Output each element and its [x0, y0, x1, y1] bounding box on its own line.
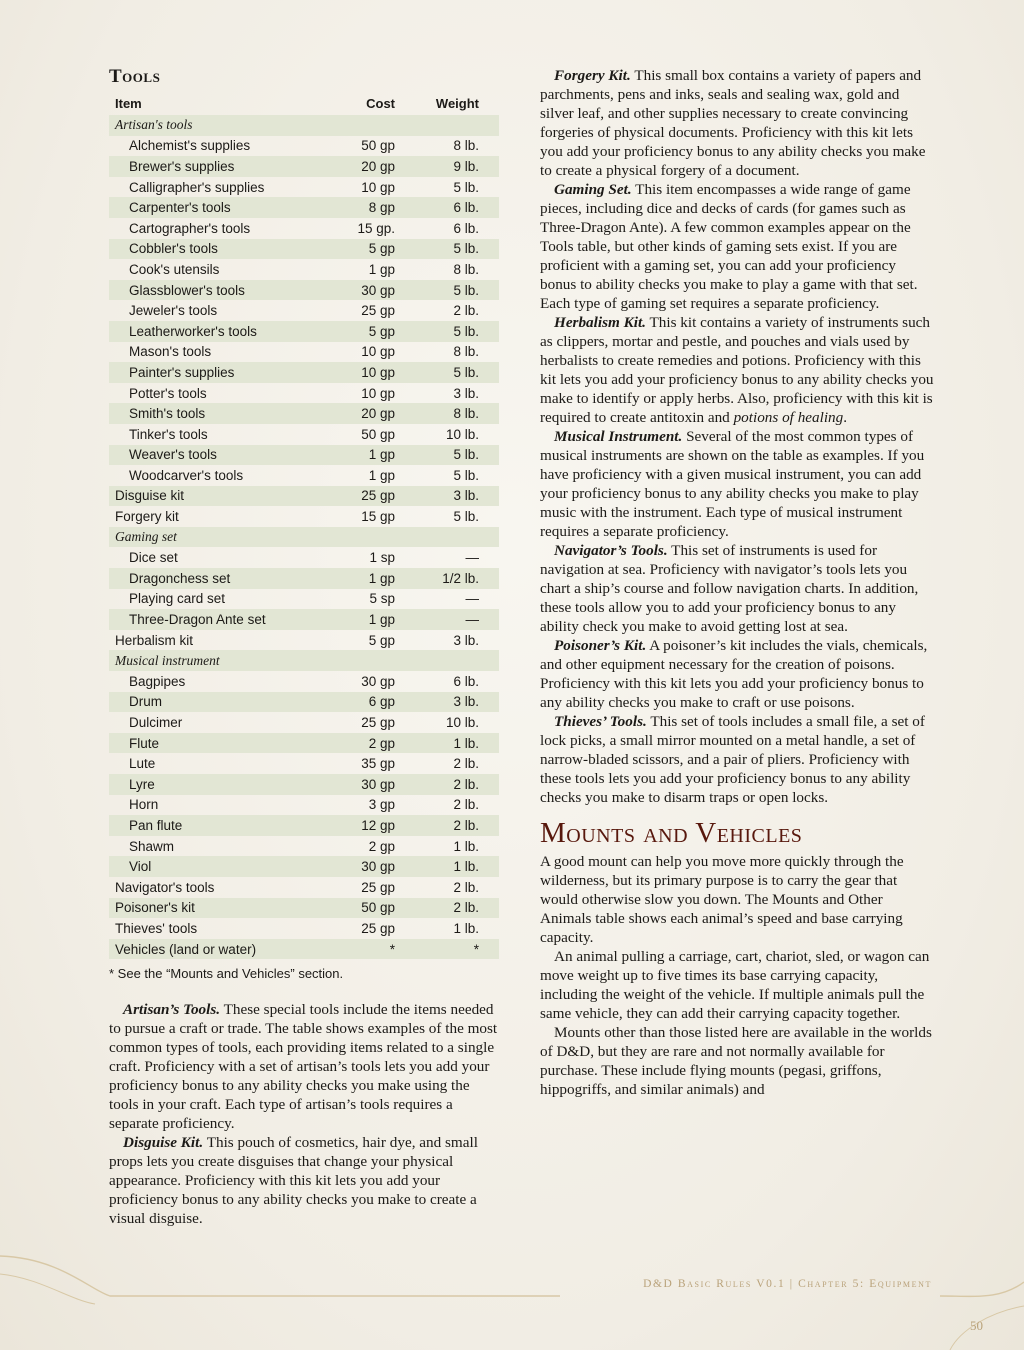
- weight-cell: 1 lb.: [401, 856, 499, 877]
- paragraph: [540, 313, 935, 427]
- cost-cell: [319, 650, 401, 671]
- table-row: [109, 465, 499, 486]
- cost-cell: 25 gp: [361, 715, 395, 731]
- weight-cell: *: [401, 939, 499, 960]
- cost-cell: 25 gp: [361, 303, 395, 319]
- table-row: [109, 692, 499, 713]
- item-cell: Horn: [129, 797, 159, 813]
- table-row: [109, 671, 499, 692]
- paragraph-lead: Poisoner’s Kit.: [554, 637, 647, 654]
- header-item: Item: [115, 96, 142, 111]
- table-row: [109, 939, 499, 960]
- paragraph: [540, 180, 935, 313]
- paragraph-lead: Musical Instrument.: [554, 428, 683, 445]
- table-row: [109, 136, 499, 157]
- mounts-body-text: [540, 852, 935, 1099]
- item-cell: Woodcarver's tools: [129, 467, 244, 483]
- weight-cell: 1 lb.: [453, 838, 479, 854]
- weight-cell: 3 lb.: [401, 692, 499, 713]
- cost-cell: *: [319, 939, 401, 960]
- table-row: [109, 877, 499, 898]
- item-cell: Poisoner's kit: [109, 898, 319, 919]
- item-cell: Mason's tools: [129, 344, 212, 360]
- cost-cell: 1 gp: [368, 467, 395, 483]
- right-column: [540, 66, 935, 1099]
- weight-cell: 2 lb.: [453, 879, 479, 895]
- item-cell: Weaver's tools: [109, 445, 319, 466]
- table-row: [109, 115, 499, 136]
- paragraph-text: This item encompasses a wide range of game pieces, including dice and decks of cards (for games such as Three-Dragon Ante). A few common examples appear on the Tools table, but other kinds of gaming sets exist. If you are proficient with a gaming set, you can add your proficiency bonus to ability checks you make to play a game with that set. Each type of gaming set requires a separate proficiency.: [540, 181, 918, 312]
- paragraph-text: This pouch of cosmetics, hair dye, and small props lets you create disguises that change your physical appearance. Proficiency with this kit lets you add your proficiency bonus to any ability checks you make to create a visual disguise.: [109, 1134, 478, 1228]
- paragraph-lead: Artisan’s Tools.: [123, 1001, 221, 1019]
- item-cell: Three-Dragon Ante set: [109, 609, 319, 630]
- cost-cell: 8 gp: [319, 197, 401, 218]
- item-cell: Thieves' tools: [115, 920, 198, 936]
- weight-cell: 9 lb.: [401, 156, 499, 177]
- weight-cell: 8 lb.: [453, 261, 479, 277]
- paragraph-italic: potions of healing: [733, 409, 844, 426]
- item-cell: Potter's tools: [129, 385, 207, 401]
- item-cell: Artisan's tools: [109, 115, 319, 136]
- table-row: [109, 774, 499, 795]
- item-cell: Jeweler's tools: [129, 303, 218, 319]
- table-row: [109, 486, 499, 507]
- paragraph: [109, 1000, 501, 1133]
- cost-cell: 1 gp: [368, 261, 395, 277]
- item-cell: Musical instrument: [109, 650, 319, 671]
- item-cell: Forgery kit: [115, 509, 179, 525]
- item-cell: Herbalism kit: [115, 632, 194, 648]
- table-footnote: * See the “Mounts and Vehicles” section.: [109, 966, 344, 982]
- weight-cell: 5 lb.: [401, 321, 499, 342]
- weight-cell: [401, 527, 499, 548]
- item-cell: Brewer's supplies: [109, 156, 319, 177]
- table-row: [109, 815, 499, 836]
- cost-cell: 1 sp: [369, 550, 395, 566]
- item-cell: Tinker's tools: [129, 426, 208, 442]
- table-title: Tools: [109, 66, 161, 87]
- table-row: [109, 856, 499, 877]
- cost-cell: 25 gp: [361, 879, 395, 895]
- item-cell: Drum: [109, 692, 319, 713]
- cost-cell: 1 gp: [319, 445, 401, 466]
- weight-cell: 5 lb.: [453, 179, 479, 195]
- paragraph: [540, 541, 935, 636]
- paragraph-text: Several of the most common types of musical instruments are shown on the table as examples. If you have proficiency with a given musical instrument, you can add your proficiency bonus to any ability checks you make to play music with the instrument. Each type of musical instrument requires a separate proficiency.: [540, 428, 925, 540]
- cost-cell: 20 gp: [319, 156, 401, 177]
- table-row: [109, 280, 499, 301]
- paragraph: An animal pulling a carriage, cart, chariot, sled, or wagon can move weight up to five times its base carrying capacity, including the weight of the vehicle. If multiple animals pull the same vehicle, they can add their carrying capacity together.: [540, 948, 930, 1022]
- cost-cell: 30 gp: [319, 774, 401, 795]
- paragraph-lead: Gaming Set.: [554, 181, 632, 198]
- item-cell: Flute: [109, 733, 319, 754]
- item-cell: Bagpipes: [129, 673, 186, 689]
- table-row: [109, 918, 499, 939]
- paragraph: [540, 712, 935, 807]
- item-cell: Dice set: [129, 550, 178, 566]
- table-row: [109, 362, 499, 383]
- cost-cell: 50 gp: [361, 426, 395, 442]
- table-row: [109, 506, 499, 527]
- weight-cell: 6 lb.: [401, 197, 499, 218]
- weight-cell: 8 lb.: [453, 138, 479, 154]
- table-row: [109, 424, 499, 445]
- cost-cell: [319, 527, 401, 548]
- weight-cell: —: [465, 550, 479, 566]
- tools-table-body: [109, 115, 499, 959]
- weight-cell: 2 lb.: [453, 756, 479, 772]
- paragraph-text: A poisoner’s kit includes the vials, chemicals, and other equipment necessary for the creation of poisons. Proficiency with this kit lets you add your proficiency bonus to any ability checks you make to craft or use poisons.: [540, 637, 928, 711]
- cost-cell: 30 gp: [319, 856, 401, 877]
- item-cell: Glassblower's tools: [109, 280, 319, 301]
- weight-cell: 3 lb.: [401, 486, 499, 507]
- item-cell: Cobbler's tools: [109, 239, 319, 260]
- table-row: [109, 527, 499, 548]
- cost-cell: 6 gp: [319, 692, 401, 713]
- weight-cell: 6 lb.: [453, 673, 479, 689]
- cost-cell: 12 gp: [319, 815, 401, 836]
- cost-cell: 2 gp: [319, 733, 401, 754]
- paragraph-text: This kit contains a variety of instruments such as clippers, mortar and pestle, and pouches and vials used by herbalists to create remedies and potions. Proficiency with this kit lets you add your proficiency bonus to any ability checks you make to identify or apply herbs. Also, proficiency with this kit is required to create antitoxin and: [540, 314, 934, 426]
- item-cell: Disguise kit: [109, 486, 319, 507]
- weight-cell: 10 lb.: [445, 426, 479, 442]
- item-cell: Painter's supplies: [109, 362, 319, 383]
- table-row: [109, 589, 499, 610]
- right-body-text: [540, 66, 935, 807]
- table-row: [109, 321, 499, 342]
- item-cell: Smith's tools: [109, 403, 319, 424]
- weight-cell: 2 lb.: [401, 774, 499, 795]
- weight-cell: 5 lb.: [401, 280, 499, 301]
- item-cell: Lyre: [109, 774, 319, 795]
- table-row: [109, 239, 499, 260]
- cost-cell: 3 gp: [368, 797, 395, 813]
- weight-cell: 3 lb.: [453, 632, 479, 648]
- table-row: [109, 836, 499, 857]
- paragraph-tail: .: [843, 409, 848, 426]
- paragraph-lead: Herbalism Kit.: [554, 314, 646, 331]
- table-row: [109, 568, 499, 589]
- table-row: [109, 218, 499, 239]
- table-row: [109, 650, 499, 671]
- page-footer: D&D Basic Rules V0.1 | Chapter 5: Equipment: [643, 1278, 932, 1290]
- cost-cell: 2 gp: [368, 838, 395, 854]
- item-cell: Viol: [109, 856, 319, 877]
- left-body-text: [109, 1000, 501, 1228]
- table-row: [109, 300, 499, 321]
- table-row: [109, 753, 499, 774]
- item-cell: Vehicles (land or water): [109, 939, 319, 960]
- paragraph-lead: Disguise Kit.: [123, 1134, 204, 1152]
- cost-cell: 35 gp: [361, 756, 395, 772]
- weight-cell: 5 lb.: [401, 239, 499, 260]
- weight-cell: 5 lb.: [401, 362, 499, 383]
- table-row: [109, 403, 499, 424]
- table-row: [109, 547, 499, 568]
- weight-cell: 1 lb.: [401, 733, 499, 754]
- paragraph: [540, 636, 935, 712]
- table-row: [109, 259, 499, 280]
- paragraph: [109, 1133, 501, 1228]
- paragraph: A good mount can help you move more quickly through the wilderness, but its primary purpose is to carry the gear that would otherwise slow you down. The Mounts and Other Animals table shows each animal’s speed and base carrying capacity.: [540, 853, 904, 946]
- weight-cell: 5 lb.: [401, 445, 499, 466]
- weight-cell: 8 lb.: [453, 344, 479, 360]
- paragraph-text: This set of tools includes a small file, a set of lock picks, a small mirror mounted on a metal handle, a set of narrow-bladed scissors, and a pair of pliers. Proficiency with these tools lets you add your proficiency bonus to any ability checks you make to disarm traps or open locks.: [540, 713, 925, 806]
- item-cell: Navigator's tools: [115, 879, 215, 895]
- left-column: [109, 66, 501, 1228]
- item-cell: Lute: [129, 756, 156, 772]
- weight-cell: [401, 115, 499, 136]
- cost-cell: 5 sp: [369, 591, 395, 607]
- paragraph-text: This set of instruments is used for navigation at sea. Proficiency with navigator’s tools lets you chart a ship’s course and follow navigation charts. In addition, these tools allow you to add your proficiency bonus to any ability check you make to avoid getting lost at sea.: [540, 542, 919, 635]
- table-row: [109, 383, 499, 404]
- table-header-row: [109, 92, 499, 115]
- cost-cell: 15 gp: [361, 509, 395, 525]
- item-cell: Dragonchess set: [109, 568, 319, 589]
- cost-cell: 25 gp: [361, 920, 395, 936]
- weight-cell: 2 lb.: [401, 815, 499, 836]
- table-row: [109, 630, 499, 651]
- paragraph-lead: Navigator’s Tools.: [554, 542, 668, 559]
- cost-cell: 30 gp: [319, 280, 401, 301]
- table-row: [109, 342, 499, 363]
- item-cell: Carpenter's tools: [109, 197, 319, 218]
- weight-cell: 1 lb.: [453, 920, 479, 936]
- cost-cell: 15 gp.: [357, 220, 395, 236]
- cost-cell: 20 gp: [319, 403, 401, 424]
- cost-cell: 25 gp: [319, 486, 401, 507]
- page-number: 50: [970, 1318, 983, 1333]
- weight-cell: 5 lb.: [453, 467, 479, 483]
- table-row: [109, 609, 499, 630]
- weight-cell: —: [465, 591, 479, 607]
- weight-cell: [401, 650, 499, 671]
- paragraph-lead: Forgery Kit.: [554, 67, 631, 84]
- section-heading-mounts: Mounts and Vehicles: [540, 817, 803, 849]
- item-cell: Leatherworker's tools: [109, 321, 319, 342]
- cost-cell: 1 gp: [319, 609, 401, 630]
- weight-cell: 3 lb.: [453, 385, 479, 401]
- table-row: [109, 445, 499, 466]
- table-row: [109, 733, 499, 754]
- cost-cell: 5 gp: [368, 632, 395, 648]
- cost-cell: 30 gp: [361, 673, 395, 689]
- cost-cell: 5 gp: [319, 321, 401, 342]
- cost-cell: 10 gp: [319, 362, 401, 383]
- item-cell: Pan flute: [109, 815, 319, 836]
- item-cell: Dulcimer: [129, 715, 183, 731]
- item-cell: Cartographer's tools: [129, 220, 251, 236]
- weight-cell: 2 lb.: [453, 797, 479, 813]
- cost-cell: 50 gp: [361, 138, 395, 154]
- weight-cell: 8 lb.: [401, 403, 499, 424]
- weight-cell: 2 lb.: [401, 898, 499, 919]
- cost-cell: 5 gp: [319, 239, 401, 260]
- header-cost: Cost: [366, 96, 395, 111]
- table-row: [109, 197, 499, 218]
- cost-cell: 10 gp: [361, 179, 395, 195]
- weight-cell: 6 lb.: [453, 220, 479, 236]
- table-row: [109, 795, 499, 816]
- item-cell: Alchemist's supplies: [129, 138, 251, 154]
- cost-cell: 10 gp: [361, 385, 395, 401]
- paragraph: [540, 66, 935, 180]
- paragraph-text: This small box contains a variety of papers and parchments, pens and inks, seals and sealing wax, gold and silver leaf, and other supplies necessary to create convincing forgeries of physical documents. Proficiency with this kit lets you add your proficiency bonus to any ability checks you make to create a physical forgery of a document.: [540, 67, 926, 179]
- cost-cell: 1 gp: [319, 568, 401, 589]
- paragraph: Mounts other than those listed here are available in the worlds of D&D, but they are rare and not normally available for purchase. These include flying mounts (pegasi, griffons, hippogriffs, and similar animals) and: [540, 1024, 932, 1098]
- table-row: [109, 177, 499, 198]
- paragraph-text: These special tools include the items needed to pursue a craft or trade. The table shows examples of the most common types of tools, each providing items related to a single craft. Proficiency with a set of artisan’s tools lets you add your proficiency bonus to any ability checks you make using the tools in your craft. Each type of artisan’s tools requires a separate proficiency.: [109, 1001, 498, 1133]
- cost-cell: [319, 115, 401, 136]
- weight-cell: 2 lb.: [453, 303, 479, 319]
- table-row: [109, 156, 499, 177]
- weight-cell: —: [401, 609, 499, 630]
- item-cell: Cook's utensils: [129, 261, 220, 277]
- weight-cell: 10 lb.: [445, 715, 479, 731]
- item-cell: Gaming set: [109, 527, 319, 548]
- weight-cell: 5 lb.: [453, 509, 479, 525]
- item-cell: Calligrapher's supplies: [129, 179, 265, 195]
- cost-cell: 50 gp: [319, 898, 401, 919]
- paragraph: [540, 427, 935, 541]
- table-row: [109, 712, 499, 733]
- cost-cell: 10 gp: [361, 344, 395, 360]
- header-weight: Weight: [435, 96, 479, 111]
- item-cell: Shawm: [129, 838, 175, 854]
- item-cell: Playing card set: [129, 591, 226, 607]
- tools-table: [109, 92, 499, 959]
- weight-cell: 1/2 lb.: [401, 568, 499, 589]
- paragraph-lead: Thieves’ Tools.: [554, 713, 647, 730]
- table-row: [109, 898, 499, 919]
